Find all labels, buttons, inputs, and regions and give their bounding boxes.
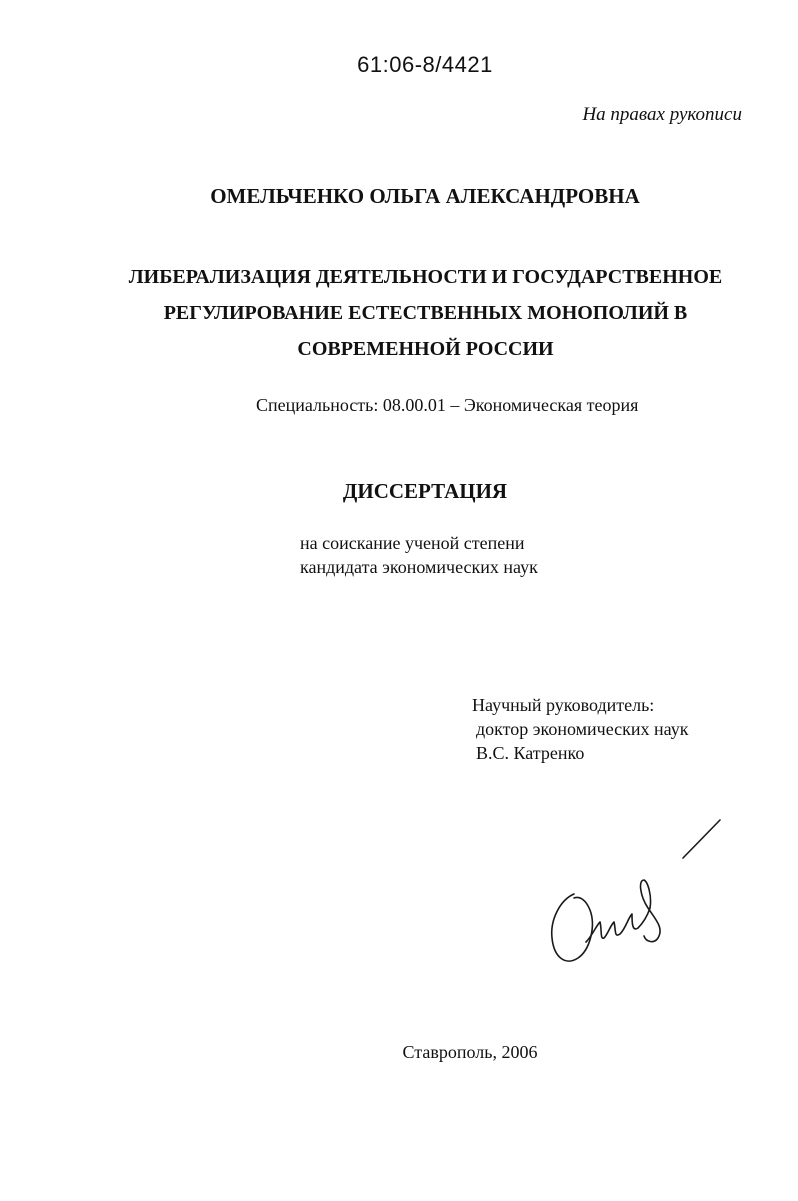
- signature-diagonal-stroke: [683, 820, 720, 858]
- catalog-number: 61:06-8/4421: [357, 52, 493, 77]
- supervisor-degree: доктор экономических наук: [476, 719, 689, 739]
- degree-line-2: кандидата экономических наук: [300, 557, 538, 577]
- thesis-title: [113, 259, 738, 367]
- degree-line-1: на соискание ученой степени: [300, 533, 525, 553]
- signature-strokes: [552, 820, 720, 961]
- signature-final-loop: [641, 880, 661, 942]
- thesis-title-line-2: РЕГУЛИРОВАНИЕ ЕСТЕСТВЕННЫХ МОНОПОЛИЙ В: [163, 302, 688, 324]
- author-name: ОМЕЛЬЧЕНКО ОЛЬГА АЛЕКСАНДРОВНА: [210, 184, 640, 208]
- thesis-title-line-1: ЛИБЕРАЛИЗАЦИЯ ДЕЯТЕЛЬНОСТИ И ГОСУДАРСТВЕННОЕ: [128, 266, 723, 288]
- handwritten-signature-icon: [540, 810, 730, 980]
- degree-statement: [300, 531, 538, 579]
- manuscript-note: На правах рукописи: [582, 104, 742, 125]
- thesis-title-line-3: СОВРЕМЕННОЙ РОССИИ: [297, 338, 554, 360]
- signature-capital-loop: [552, 894, 593, 961]
- supervisor-label: Научный руководитель:: [472, 695, 655, 715]
- supervisor-block: [472, 693, 688, 765]
- specialty: Специальность: 08.00.01 – Экономическая теория: [256, 395, 639, 415]
- document-type: ДИССЕРТАЦИЯ: [342, 479, 508, 503]
- supervisor-name: В.С. Катренко: [476, 743, 585, 763]
- signature-cursive-letters: [586, 908, 650, 942]
- place-and-year: Ставрополь, 2006: [402, 1042, 538, 1062]
